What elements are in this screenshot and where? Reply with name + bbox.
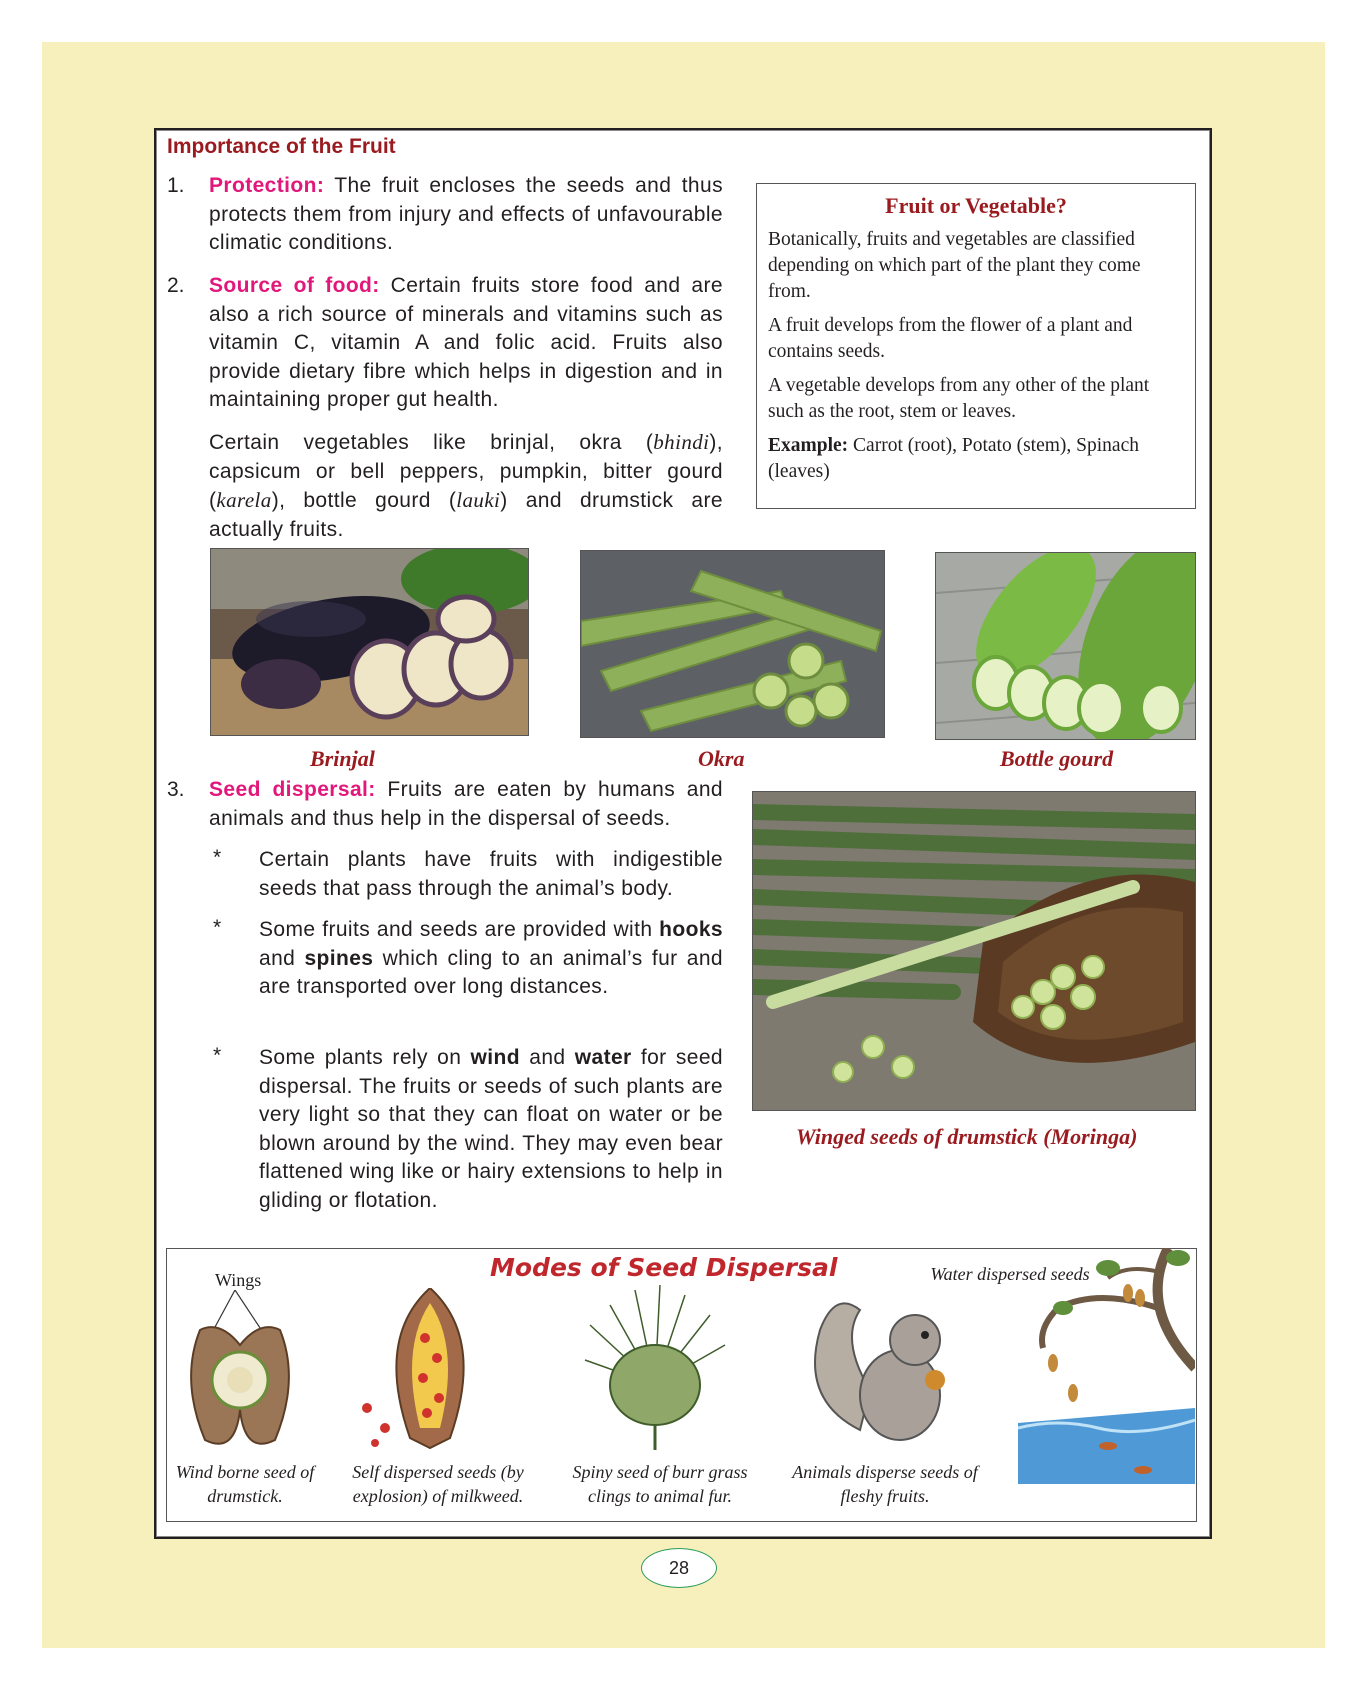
fruit-or-vegetable-box [756, 183, 1196, 509]
item-2-label: Source of food: [209, 274, 380, 297]
infobox-p1: Botanically, fruits and vegetables are classified depending on which part of the plant they come from. [768, 229, 1141, 302]
caption-drumstick: Winged seeds of drumstick (Moringa) [796, 1124, 1138, 1149]
infobox-example-text: Carrot (root), Potato (stem), Spinach (leaves) [768, 435, 1139, 482]
bullet-3-text-c: and [519, 1046, 575, 1069]
item-1-number: 1. [167, 174, 185, 197]
veg-text-1: Certain vegetables like brinjal, okra ( [209, 431, 654, 454]
caption-wind-borne: Wind borne seed of drumstick. [175, 1462, 315, 1506]
item-3-label: Seed dispersal: [209, 778, 376, 801]
bullet-3-star: * [213, 1044, 222, 1067]
bullet-3-wind: wind [470, 1046, 520, 1069]
brinjal-photo [210, 548, 529, 736]
item-2-text: Certain fruits store food and are also a rich source of minerals and vitamins such as vitamin C, vitamin A and folic acid. Fruits also provide dietary fibre which helps in digestion and in maintaining proper gut health. [209, 274, 723, 412]
bullet-2-text-e: which cling to an animal’s fur and are transported over long distances. [259, 946, 723, 999]
modes-title: Modes of Seed Dispersal [490, 1253, 838, 1282]
section-heading: Importance of the Fruit [167, 135, 396, 158]
bullet-1: Certain plants have fruits with indigestible seeds that pass through the animal’s body. [259, 848, 723, 900]
bullet-2-star: * [213, 916, 222, 939]
page-number: 28 [641, 1548, 717, 1588]
wings-label: Wings [215, 1270, 262, 1290]
squirrel-illustration [800, 1280, 960, 1450]
infobox-title: Fruit or Vegetable? [885, 193, 1067, 218]
bullet-1-star: * [213, 846, 222, 869]
okra-photo [580, 550, 885, 738]
bullet-3-text-a: Some plants rely on [259, 1046, 471, 1069]
item-1-label: Protection: [209, 174, 325, 197]
milkweed-illustration [355, 1288, 485, 1458]
bullet-3-water: water [574, 1046, 632, 1069]
item-2-food [209, 272, 723, 415]
burr-grass-illustration [580, 1285, 730, 1450]
item-3-seed-dispersal [209, 776, 723, 833]
infobox-p2: A fruit develops from the flower of a plant and contains seeds. [768, 315, 1133, 362]
item-3-number: 3. [167, 778, 185, 801]
veg-italic-bhindi: bhindi [653, 430, 710, 454]
bullet-3 [259, 1044, 723, 1216]
water-dispersed-label: Water dispersed seeds [930, 1264, 1090, 1284]
item-1-text: The fruit encloses the seeds and thus protects them from injury and effects of unfavourable climatic conditions. [209, 174, 723, 255]
caption-okra: Okra [698, 746, 745, 771]
item-3-text: Fruits are eaten by humans and animals and thus help in the dispersal of seeds. [209, 778, 723, 830]
veg-italic-karela: karela [216, 488, 272, 513]
veg-text-3: ), bottle gourd ( [271, 489, 457, 513]
bottle-gourd-photo [935, 552, 1196, 740]
bullet-2 [259, 916, 723, 1002]
veg-italic-lauki: lauki [456, 488, 501, 513]
infobox-example-label: Example: [768, 435, 849, 456]
drumstick-seed-illustration [180, 1290, 300, 1460]
item-2-number: 2. [167, 274, 185, 297]
caption-bottle-gourd: Bottle gourd [1000, 746, 1114, 771]
caption-self-dispersed: Self dispersed seeds (by explosion) of milkweed. [352, 1462, 524, 1506]
drumstick-photo [752, 791, 1196, 1111]
infobox-p4 [768, 433, 1185, 485]
veg-text-2: ), capsicum or bell peppers, pumpkin, bitter gourd ( [209, 431, 723, 513]
caption-spiny-seed: Spiny seed of burr grass clings to animal fur. [572, 1462, 748, 1506]
bullet-2-spines: spines [304, 946, 374, 970]
bullet-2-hooks: hooks [659, 918, 723, 941]
caption-animals: Animals disperse seeds of fleshy fruits. [792, 1462, 978, 1506]
caption-brinjal: Brinjal [310, 746, 375, 771]
bullet-3-text-e: for seed dispersal. The fruits or seeds of such plants are very light so that they can float on water or be blown around by the wind. They may even bear flattened wing like or hairy extensions to help in gliding or flotation. [259, 1046, 723, 1212]
bullet-2-text-c: and [259, 946, 305, 970]
vegetables-paragraph [209, 428, 723, 544]
infobox-p3: A vegetable develops from any other of the plant such as the root, stem or leaves. [768, 375, 1150, 422]
item-1-protection [209, 172, 723, 258]
bullet-2-text-a: Some fruits and seeds are provided with [259, 918, 660, 941]
veg-text-4: ) and drumstick are actually fruits. [209, 489, 723, 541]
water-dispersal-illustration [1018, 1248, 1195, 1484]
